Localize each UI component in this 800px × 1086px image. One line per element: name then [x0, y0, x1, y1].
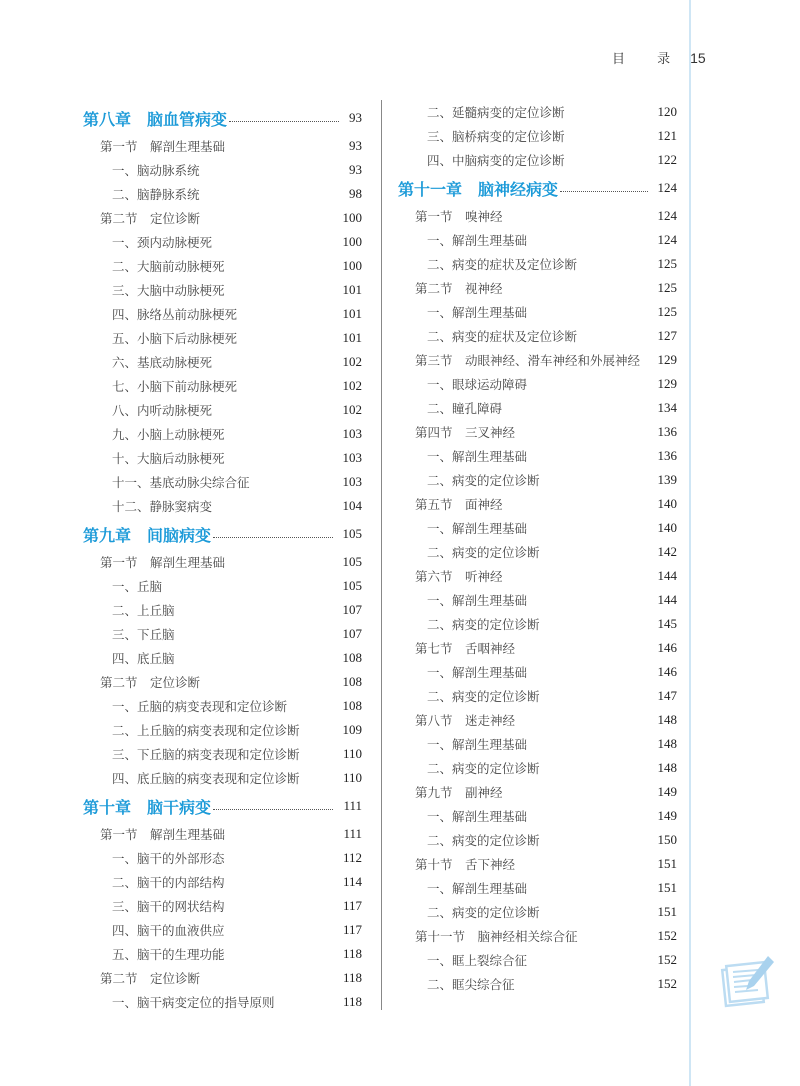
toc-item[interactable]: [398, 756, 677, 780]
entry-label: 二、病变的定位诊断: [427, 761, 540, 776]
entry-label: 二、上丘脑的病变表现和定位诊断: [112, 723, 300, 738]
entry-page: 150: [657, 832, 677, 847]
entry-label: 二、眶尖综合征: [427, 977, 515, 992]
entry-page: 101: [342, 282, 362, 297]
entry-label: 一、解剖生理基础: [427, 233, 528, 248]
entry-page: 146: [657, 664, 677, 679]
toc-item[interactable]: [398, 948, 677, 972]
entry-label: 二、病变的定位诊断: [427, 473, 540, 488]
header-title: 目 录: [612, 52, 685, 67]
entry-label: 二、大脑前动脉梗死: [112, 259, 225, 274]
toc-item[interactable]: [83, 870, 362, 894]
entry-page: 151: [657, 904, 677, 919]
toc-item[interactable]: [83, 470, 362, 494]
chapter-number: 第十章: [83, 797, 132, 817]
chapter-title: 脑干病变: [147, 797, 212, 817]
toc-item[interactable]: [398, 228, 677, 252]
entry-page: 100: [342, 210, 362, 225]
entry-label: 一、解剖生理基础: [427, 665, 528, 680]
entry-page: 108: [342, 650, 362, 665]
entry-page: 139: [657, 472, 677, 487]
entry-page: 105: [342, 526, 362, 541]
entry-label: 一、解剖生理基础: [427, 521, 528, 536]
toc-item[interactable]: [398, 588, 677, 612]
toc-item[interactable]: [398, 372, 677, 396]
entry-label: 十、大脑后动脉梗死: [112, 451, 225, 466]
entry-page: 146: [657, 640, 677, 655]
entry-page: 93: [349, 110, 362, 125]
entry-page: 104: [342, 498, 362, 513]
entry-label: 二、病变的症状及定位诊断: [427, 329, 578, 344]
chapter-number: 第十一章: [398, 179, 463, 199]
entry-page: 107: [342, 626, 362, 641]
toc-section[interactable]: [398, 492, 677, 516]
toc-item[interactable]: [83, 598, 362, 622]
toc-section[interactable]: [398, 276, 677, 300]
entry-page: 142: [657, 544, 677, 559]
entry-page: 101: [342, 330, 362, 345]
entry-label: 五、脑干的生理功能: [112, 947, 225, 962]
toc-item[interactable]: [398, 828, 677, 852]
toc-item[interactable]: [83, 718, 362, 742]
entry-page: 124: [657, 208, 677, 223]
toc-item[interactable]: [398, 252, 677, 276]
entry-page: 111: [343, 798, 362, 813]
toc-item[interactable]: [83, 894, 362, 918]
toc-item[interactable]: [83, 158, 362, 182]
entry-page: 93: [349, 162, 362, 177]
entry-label: 一、解剖生理基础: [427, 881, 528, 896]
toc-item[interactable]: [398, 100, 677, 124]
entry-label: 三、大脑中动脉梗死: [112, 283, 225, 298]
toc-right-column: [398, 100, 677, 996]
entry-page: 108: [342, 674, 362, 689]
toc-item[interactable]: [398, 516, 677, 540]
entry-label: 第二节 定位诊断: [100, 675, 201, 690]
toc-chapter[interactable]: [83, 518, 362, 550]
toc-item[interactable]: [83, 574, 362, 598]
entry-page: 105: [342, 554, 362, 569]
chapter-title: 间脑病变: [147, 525, 212, 545]
entry-label: 二、延髓病变的定位诊断: [427, 105, 565, 120]
entry-page: 111: [343, 826, 362, 841]
entry-label: 第六节 听神经: [415, 569, 503, 584]
entry-page: 100: [342, 234, 362, 249]
toc-chapter[interactable]: [83, 102, 362, 134]
entry-page: 110: [342, 746, 362, 761]
toc-item[interactable]: [83, 278, 362, 302]
entry-page: 103: [342, 450, 362, 465]
chapter-number: 第九章: [83, 525, 132, 545]
entry-label: 二、上丘脑: [112, 603, 175, 618]
entry-page: 124: [657, 180, 677, 195]
toc-section[interactable]: [398, 348, 677, 372]
entry-page: 121: [657, 128, 677, 143]
entry-label: 四、底丘脑: [112, 651, 175, 666]
entry-label: 八、内听动脉梗死: [112, 403, 213, 418]
entry-page: 120: [657, 104, 677, 119]
entry-label: 二、病变的定位诊断: [427, 617, 540, 632]
toc-section[interactable]: [83, 550, 362, 574]
entry-label: 二、病变的症状及定位诊断: [427, 257, 578, 272]
entry-label: 第二节 视神经: [415, 281, 503, 296]
entry-label: 一、解剖生理基础: [427, 809, 528, 824]
entry-page: 148: [657, 760, 677, 775]
entry-page: 102: [342, 378, 362, 393]
entry-page: 148: [657, 736, 677, 751]
entry-label: 五、小脑下后动脉梗死: [112, 331, 238, 346]
entry-page: 122: [657, 152, 677, 167]
entry-label: 一、解剖生理基础: [427, 593, 528, 608]
toc-item[interactable]: [398, 732, 677, 756]
dot-leader: [560, 191, 647, 192]
entry-page: 117: [342, 922, 362, 937]
entry-label: 第一节 嗅神经: [415, 209, 503, 224]
entry-page: 149: [657, 808, 677, 823]
entry-label: 一、眼球运动障碍: [427, 377, 528, 392]
entry-page: 144: [657, 568, 677, 583]
entry-page: 105: [342, 578, 362, 593]
entry-label: 第八节 迷走神经: [415, 713, 516, 728]
entry-page: 147: [657, 688, 677, 703]
entry-label: 第十节 舌下神经: [415, 857, 516, 872]
entry-label: 一、丘脑: [112, 579, 163, 594]
entry-label: 一、眶上裂综合征: [427, 953, 528, 968]
entry-page: 112: [342, 850, 362, 865]
entry-label: 六、基底动脉梗死: [112, 355, 213, 370]
toc-item[interactable]: [83, 694, 362, 718]
entry-page: 101: [342, 306, 362, 321]
entry-page: 149: [657, 784, 677, 799]
toc-item[interactable]: [398, 804, 677, 828]
toc-item[interactable]: [83, 846, 362, 870]
entry-label: 第九节 副神经: [415, 785, 503, 800]
toc-item[interactable]: [398, 972, 677, 996]
entry-label: 一、颈内动脉梗死: [112, 235, 213, 250]
entry-label: 第十一节 脑神经相关综合征: [415, 929, 578, 944]
entry-page: 100: [342, 258, 362, 273]
toc-item[interactable]: [83, 350, 362, 374]
toc-section[interactable]: [398, 924, 677, 948]
entry-label: 一、脑干病变定位的指导原则: [112, 995, 275, 1010]
entry-label: 十二、静脉窦病变: [112, 499, 213, 514]
entry-page: 152: [657, 928, 677, 943]
toc-section[interactable]: [398, 204, 677, 228]
entry-label: 二、脑干的内部结构: [112, 875, 225, 890]
column-divider: [381, 100, 382, 1010]
dot-leader: [213, 537, 332, 538]
entry-page: 102: [342, 354, 362, 369]
entry-label: 一、丘脑的病变表现和定位诊断: [112, 699, 288, 714]
entry-label: 四、中脑病变的定位诊断: [427, 153, 565, 168]
entry-page: 117: [342, 898, 362, 913]
entry-page: 108: [342, 698, 362, 713]
page-header: [612, 48, 706, 67]
entry-label: 第一节 解剖生理基础: [100, 139, 226, 154]
toc-chapter[interactable]: [83, 790, 362, 822]
toc-section[interactable]: [83, 822, 362, 846]
toc-item[interactable]: [398, 324, 677, 348]
entry-page: 118: [342, 970, 362, 985]
entry-page: 151: [657, 880, 677, 895]
toc-item[interactable]: [398, 876, 677, 900]
entry-label: 一、脑干的外部形态: [112, 851, 225, 866]
toc-item[interactable]: [398, 900, 677, 924]
entry-page: 118: [342, 994, 362, 1009]
entry-page: 145: [657, 616, 677, 631]
toc-item[interactable]: [398, 124, 677, 148]
toc-item[interactable]: [83, 918, 362, 942]
entry-page: 125: [657, 280, 677, 295]
toc-item[interactable]: [83, 766, 362, 790]
toc-section[interactable]: [83, 206, 362, 230]
toc-item[interactable]: [83, 302, 362, 326]
toc-section[interactable]: [398, 780, 677, 804]
entry-page: 134: [657, 400, 677, 415]
toc-item[interactable]: [83, 446, 362, 470]
entry-label: 二、脑静脉系统: [112, 187, 200, 202]
dot-leader: [229, 121, 339, 122]
toc-item[interactable]: [398, 612, 677, 636]
toc-item[interactable]: [83, 182, 362, 206]
dot-leader: [213, 809, 333, 810]
entry-label: 一、解剖生理基础: [427, 449, 528, 464]
chapter-number: 第八章: [83, 109, 132, 129]
toc-section[interactable]: [83, 670, 362, 694]
entry-label: 第四节 三叉神经: [415, 425, 516, 440]
entry-label: 四、脑干的血液供应: [112, 923, 225, 938]
entry-page: 103: [342, 474, 362, 489]
entry-page: 114: [342, 874, 362, 889]
toc-item[interactable]: [83, 374, 362, 398]
entry-page: 98: [349, 186, 362, 201]
toc-section[interactable]: [83, 966, 362, 990]
entry-page: 109: [342, 722, 362, 737]
entry-page: 103: [342, 426, 362, 441]
toc-item[interactable]: [398, 396, 677, 420]
entry-label: 第一节 解剖生理基础: [100, 827, 226, 842]
entry-label: 第二节 定位诊断: [100, 971, 201, 986]
toc-chapter[interactable]: [398, 172, 677, 204]
entry-page: 127: [657, 328, 677, 343]
entry-page: 107: [342, 602, 362, 617]
toc-item[interactable]: [83, 990, 362, 1014]
toc-item[interactable]: [83, 398, 362, 422]
toc-section[interactable]: [398, 420, 677, 444]
entry-page: 140: [657, 496, 677, 511]
toc-item[interactable]: [398, 660, 677, 684]
entry-page: 136: [657, 424, 677, 439]
entry-label: 一、解剖生理基础: [427, 305, 528, 320]
toc-item[interactable]: [398, 148, 677, 172]
entry-label: 第七节 舌咽神经: [415, 641, 516, 656]
entry-label: 三、下丘脑的病变表现和定位诊断: [112, 747, 300, 762]
chapter-title: 脑神经病变: [478, 179, 559, 199]
entry-label: 四、脉络丛前动脉梗死: [112, 307, 238, 322]
entry-page: 136: [657, 448, 677, 463]
notepad-pencil-icon: [718, 950, 774, 1010]
entry-page: 118: [342, 946, 362, 961]
entry-label: 第三节 动眼神经、滑车神经和外展神经: [415, 353, 641, 368]
entry-page: 152: [657, 976, 677, 991]
toc-section[interactable]: [83, 134, 362, 158]
toc-section[interactable]: [398, 708, 677, 732]
entry-page: 124: [657, 232, 677, 247]
entry-page: 140: [657, 520, 677, 535]
page-number: 15: [690, 49, 706, 66]
entry-label: 十一、基底动脉尖综合征: [112, 475, 250, 490]
toc-item[interactable]: [83, 422, 362, 446]
entry-label: 一、解剖生理基础: [427, 737, 528, 752]
entry-page: 129: [657, 376, 677, 391]
toc-item[interactable]: [83, 254, 362, 278]
toc-item[interactable]: [398, 468, 677, 492]
toc-left-column: [83, 102, 362, 1014]
toc-item[interactable]: [398, 540, 677, 564]
toc-item[interactable]: [83, 230, 362, 254]
entry-label: 二、瞳孔障碍: [427, 401, 503, 416]
toc-item[interactable]: [83, 942, 362, 966]
entry-label: 三、脑桥病变的定位诊断: [427, 129, 565, 144]
entry-page: 102: [342, 402, 362, 417]
toc-item[interactable]: [83, 742, 362, 766]
entry-label: 二、病变的定位诊断: [427, 833, 540, 848]
entry-label: 九、小脑上动脉梗死: [112, 427, 225, 442]
toc-item[interactable]: [83, 326, 362, 350]
entry-label: 七、小脑下前动脉梗死: [112, 379, 238, 394]
toc-item[interactable]: [398, 444, 677, 468]
entry-page: 129: [657, 352, 677, 367]
entry-page: 152: [657, 952, 677, 967]
toc-item[interactable]: [398, 300, 677, 324]
chapter-title: 脑血管病变: [147, 109, 228, 129]
toc-item[interactable]: [398, 684, 677, 708]
entry-page: 125: [657, 304, 677, 319]
entry-label: 第五节 面神经: [415, 497, 503, 512]
toc-section[interactable]: [398, 636, 677, 660]
entry-page: 151: [657, 856, 677, 871]
entry-label: 二、病变的定位诊断: [427, 545, 540, 560]
toc-section[interactable]: [398, 852, 677, 876]
entry-page: 93: [349, 138, 362, 153]
entry-label: 二、病变的定位诊断: [427, 905, 540, 920]
toc-section[interactable]: [398, 564, 677, 588]
entry-page: 148: [657, 712, 677, 727]
entry-label: 第一节 解剖生理基础: [100, 555, 226, 570]
entry-label: 一、脑动脉系统: [112, 163, 200, 178]
margin-line: [689, 0, 691, 1086]
entry-label: 二、病变的定位诊断: [427, 689, 540, 704]
entry-page: 125: [657, 256, 677, 271]
entry-page: 110: [342, 770, 362, 785]
entry-page: 144: [657, 592, 677, 607]
entry-label: 三、脑干的网状结构: [112, 899, 225, 914]
entry-label: 第二节 定位诊断: [100, 211, 201, 226]
entry-label: 三、下丘脑: [112, 627, 175, 642]
toc-item[interactable]: [83, 494, 362, 518]
toc-item[interactable]: [83, 622, 362, 646]
toc-item[interactable]: [83, 646, 362, 670]
entry-label: 四、底丘脑的病变表现和定位诊断: [112, 771, 300, 786]
